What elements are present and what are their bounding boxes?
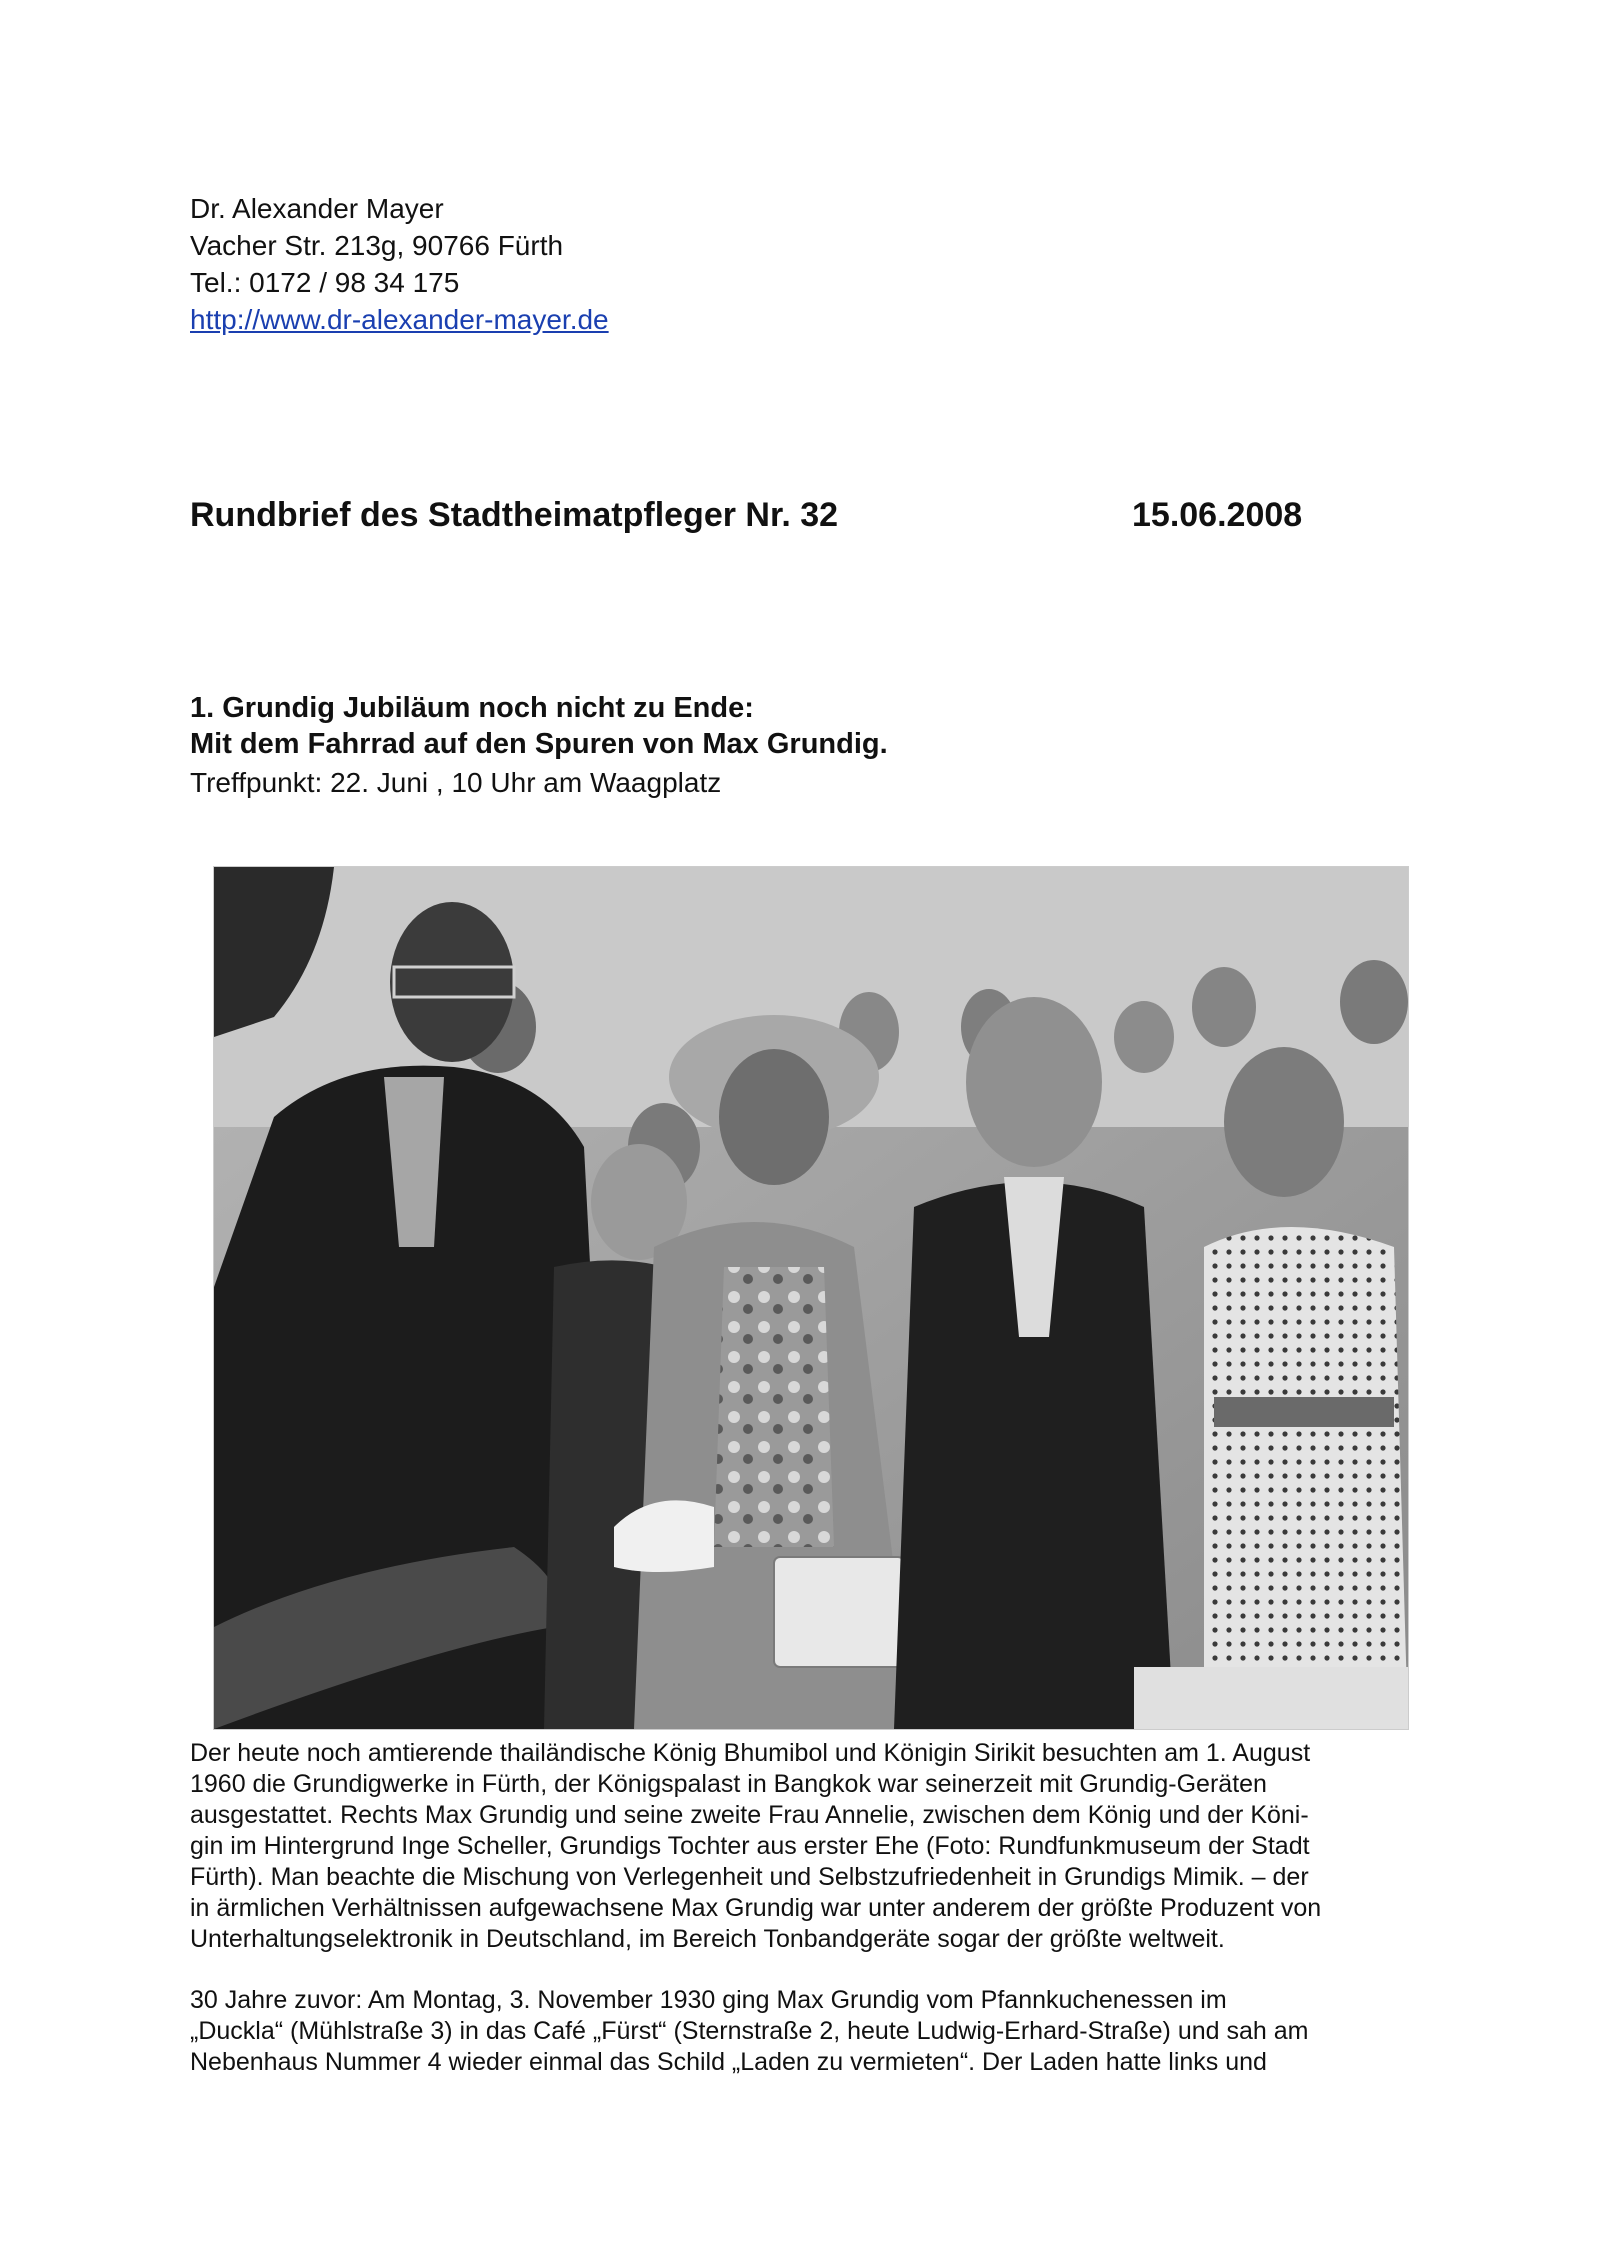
body-line: Nebenhaus Nummer 4 wieder einmal das Schild „Laden zu vermieten“. Der Laden hatte links und (190, 2048, 1267, 2076)
sender-address: Vacher Str. 213g, 90766 Fürth (190, 230, 564, 261)
caption-line: Der heute noch amtierende thailändische König Bhumibol und Königin Sirikit besuchten am 1. August (190, 1739, 1311, 1767)
sender-website-link[interactable]: http://www.dr-alexander-mayer.de (190, 304, 609, 335)
section-heading-line-1: 1. Grundig Jubiläum noch nicht zu Ende: (190, 692, 754, 724)
body-line: 30 Jahre zuvor: Am Montag, 3. November 1930 ging Max Grundig vom Pfannkuchenessen im (190, 1986, 1227, 2014)
section-heading-line-2: Mit dem Fahrrad auf den Spuren von Max Grundig. (190, 728, 888, 760)
caption-line: gin im Hintergrund Inge Scheller, Grundigs Tochter aus erster Ehe (Foto: Rundfunkmuseum der Stadt (190, 1832, 1310, 1860)
section-heading (190, 690, 888, 762)
meeting-info: Treffpunkt: 22. Juni , 10 Uhr am Waagplatz (190, 767, 722, 798)
newsletter-date: 15.06.2008 (1132, 496, 1303, 534)
newsletter-title: Rundbrief des Stadtheimatpfleger Nr. 32 (190, 496, 839, 534)
historic-photo (213, 866, 1409, 1730)
body-line: „Duckla“ (Mühlstraße 3) in das Café „Fürst“ (Sternstraße 2, heute Ludwig-Erhard-Straße) und sah am (190, 2017, 1309, 2045)
sender-block (190, 190, 609, 338)
caption-line: ausgestattet. Rechts Max Grundig und seine zweite Frau Annelie, zwischen dem König und der Köni- (190, 1801, 1309, 1829)
caption-line: Fürth). Man beachte die Mischung von Verlegenheit und Selbstzufriedenheit in Grundigs Mimik. – der (190, 1863, 1309, 1891)
sender-name: Dr. Alexander Mayer (190, 193, 444, 224)
caption-line: Unterhaltungselektronik in Deutschland, im Bereich Tonbandgeräte sogar der größte weltweit. (190, 1925, 1225, 1953)
body-paragraph (190, 1985, 1410, 2078)
sender-phone: Tel.: 0172 / 98 34 175 (190, 267, 460, 298)
photo-caption (190, 1738, 1410, 1955)
caption-line: in ärmlichen Verhältnissen aufgewachsene Max Grundig war unter anderem der größte Produzent von (190, 1894, 1322, 1922)
caption-line: 1960 die Grundigwerke in Fürth, der Königspalast in Bangkok war seinerzeit mit Grundig-Geräten (190, 1770, 1267, 1798)
